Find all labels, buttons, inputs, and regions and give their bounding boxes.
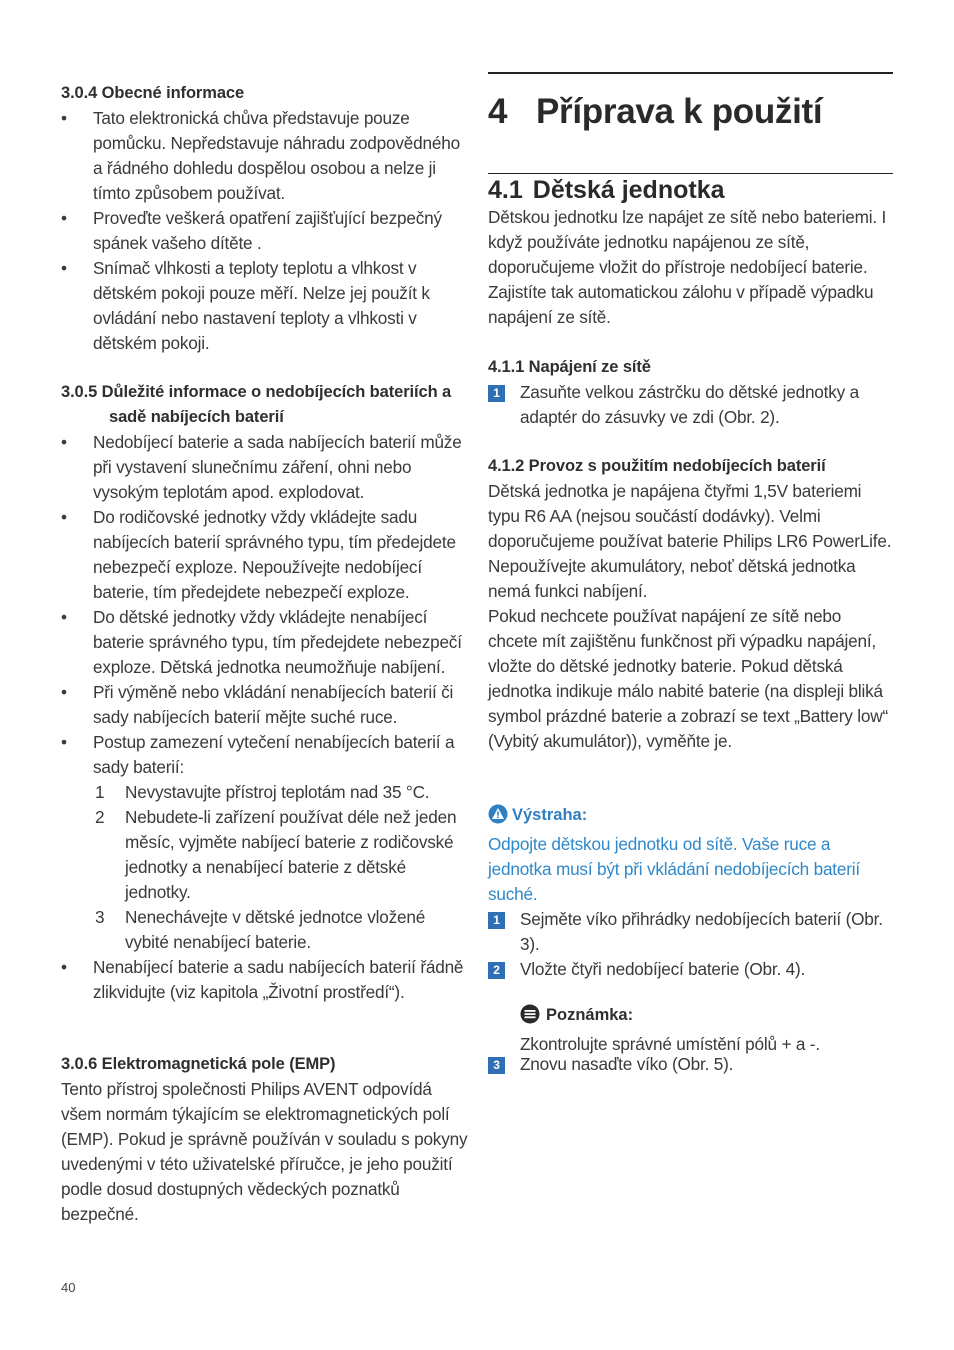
step-list [488, 907, 893, 982]
sublist-item: 3 Nenechávejte v dětské jednotce vložené vybité nenabíjecí baterie. [95, 907, 426, 952]
list-item: • Snímač vlhkosti a teploty teplotu a vlhkost v dětském pokoji pouze měří. Nelze jej použít k ovládání nebo nastavení teploty a vlhkosti v dětském pokoji. [61, 258, 430, 353]
step-list [488, 380, 893, 430]
section-3-0-5 [61, 380, 471, 1005]
numbered-sublist [93, 780, 471, 955]
note-title: Poznámka: [520, 1003, 893, 1032]
list-item: • Proveďte veškerá opatření zajišťující bezpečný spánek vašeho dítěte . [61, 208, 442, 253]
page-number: 40 [61, 1280, 76, 1295]
warning-icon [488, 804, 508, 832]
warning-title: Výstraha: [488, 803, 893, 832]
step-item: 1 Sejměte víko přihrádky nedobíjecích baterií (Obr. 3). [488, 907, 893, 957]
section-title [488, 175, 893, 205]
step-number-badge: 1 [488, 385, 505, 402]
list-item: • Do rodičovské jednotky vždy vkládejte sadu nabíjecích baterií správného typu, tím předejdete nebezpečí exploze. Nepoužívejte nedobíjecí baterie, tím předejdete nebezpečí exploze. [61, 507, 456, 602]
section-3-0-6 [61, 1052, 471, 1227]
section-3-0-4 [61, 81, 471, 356]
note-box [520, 1003, 893, 1057]
bullet-list [61, 430, 471, 1005]
sublist-item: 1 Nevystavujte přístroj teplotám nad 35 °C. [95, 782, 430, 802]
paragraph: Pokud nechcete používat napájení ze sítě nebo chcete mít zajištěnu funkčnost při výpadku napájení, vložte do dětské jednotky baterie. Pokud dětská jednotka indikuje málo nabité baterie (na displeji bliká symbol prázdné baterie a zobrazí se text „Battery low“ (Vybitý akumulátor)), vyměňte je. [488, 606, 888, 751]
list-item: • Nedobíjecí baterie a sada nabíjecích baterií může při vystavení slunečnímu záření, ohni nebo vysokým teplotám apod. explodovat. [61, 432, 462, 502]
paragraph: Tento přístroj společnosti Philips AVENT odpovídá všem normám týkajícím se elektromagnetických polí (EMP). Pokud je správně používán v souladu s pokyny uvedenými v této uživatelské příručce, je jeho použití podle dosud dostupných vědeckých poznatků bezpečné. [61, 1079, 468, 1224]
section-heading: 4.1.2 Provoz s použitím nedobíjecích baterií [488, 457, 826, 475]
section-rule [488, 173, 893, 174]
warning-box [488, 803, 893, 982]
warning-body: Odpojte dětskou jednotku od sítě. Vaše ruce a jednotka musí být při vkládání nedobíjecích baterií suché. [488, 834, 860, 904]
list-item: • Postup zamezení vytečení nenabíjecích baterií a sady baterií: 1 Nevystavujte přístroj teplotám nad 35 °C. 2 Nebudete-li zařízení používat déle než jeden měsíc, vyjměte nabíjecí baterie z rodičovské jednotky a nenabíjecí baterie z dětské jednotky. 3 Nenechávejte v dětské jednotce vložené vybité nenabíjecí baterie. [61, 730, 471, 955]
final-steps [488, 1052, 893, 1077]
section-heading: 3.0.4 Obecné informace [61, 84, 245, 102]
sublist-item: 2 Nebudete-li zařízení používat déle než jeden měsíc, vyjměte nabíjecí baterie z rodičovské jednotky a nenabíjecí baterie z dětské jednotky. [95, 807, 457, 902]
chapter-number: 4 [488, 92, 508, 131]
paragraph: Nepoužívejte akumulátory, neboť dětská jednotka nemá funkci nabíjení. [488, 556, 856, 601]
chapter-title-text: Příprava k použití [536, 92, 823, 131]
section-number: 4.1 [488, 176, 523, 204]
section-4-1-1 [488, 355, 893, 430]
step-item: 3 Znovu nasaďte víko (Obr. 5). [488, 1052, 893, 1077]
section-title-text: Dětská jednotka [532, 176, 725, 204]
step-list [488, 1052, 893, 1077]
note-body: Zkontrolujte správné umístění pólů + a -. [520, 1034, 820, 1054]
section-4-1-2 [488, 454, 893, 754]
paragraph: Dětská jednotka je napájena čtyřmi 1,5V bateriemi typu R6 AA (nejsou součástí dodávky). Velmi doporučujeme používat baterie Philips LR6 PowerLife. [488, 481, 892, 551]
step-number-badge: 3 [488, 1057, 505, 1074]
step-number-badge: 2 [488, 962, 505, 979]
section-heading: 3.0.6 Elektromagnetická pole (EMP) [61, 1055, 336, 1073]
chapter-rule [488, 72, 893, 74]
note-icon [520, 1004, 540, 1032]
section-heading: 4.1.1 Napájení ze sítě [488, 358, 651, 376]
step-item: 1 Zasuňte velkou zástrčku do dětské jednotky a adaptér do zásuvky ve zdi (Obr. 2). [488, 380, 893, 430]
chapter-title [488, 92, 893, 132]
step-item: 2 Vložte čtyři nedobíjecí baterie (Obr. 4). [488, 957, 893, 982]
section-heading: 3.0.5 Důležité informace o nedobíjecích bateriích a sadě nabíjecích baterií [61, 383, 452, 426]
bullet-list [61, 106, 471, 356]
step-number-badge: 1 [488, 912, 505, 929]
list-item: • Nenabíjecí baterie a sadu nabíjecích baterií řádně zlikvidujte (viz kapitola „Životní prostředí“). [61, 957, 464, 1002]
list-item: • Do dětské jednotky vždy vkládejte nenabíjecí baterie správného typu, tím předejdete nebezpečí exploze. Dětská jednotka neumožňuje nabíjení. [61, 607, 462, 677]
list-item: • Při výměně nebo vkládání nenabíjecích baterií či sady nabíjecích baterií mějte suché ruce. [61, 682, 454, 727]
intro-paragraph: Dětskou jednotku lze napájet ze sítě nebo bateriemi. I když používáte jednotku napájenou ze sítě, doporučujeme vložit do přístroje nedobíjecí baterie. Zajistíte tak automatickou zálohu v případě výpadku napájení ze sítě. [488, 207, 887, 327]
list-item: • Tato elektronická chůva představuje pouze pomůcku. Nepředstavuje náhradu zodpovědného a řádného dohledu dospělou osobou a nelze ji tímto způsobem používat. [61, 108, 460, 203]
